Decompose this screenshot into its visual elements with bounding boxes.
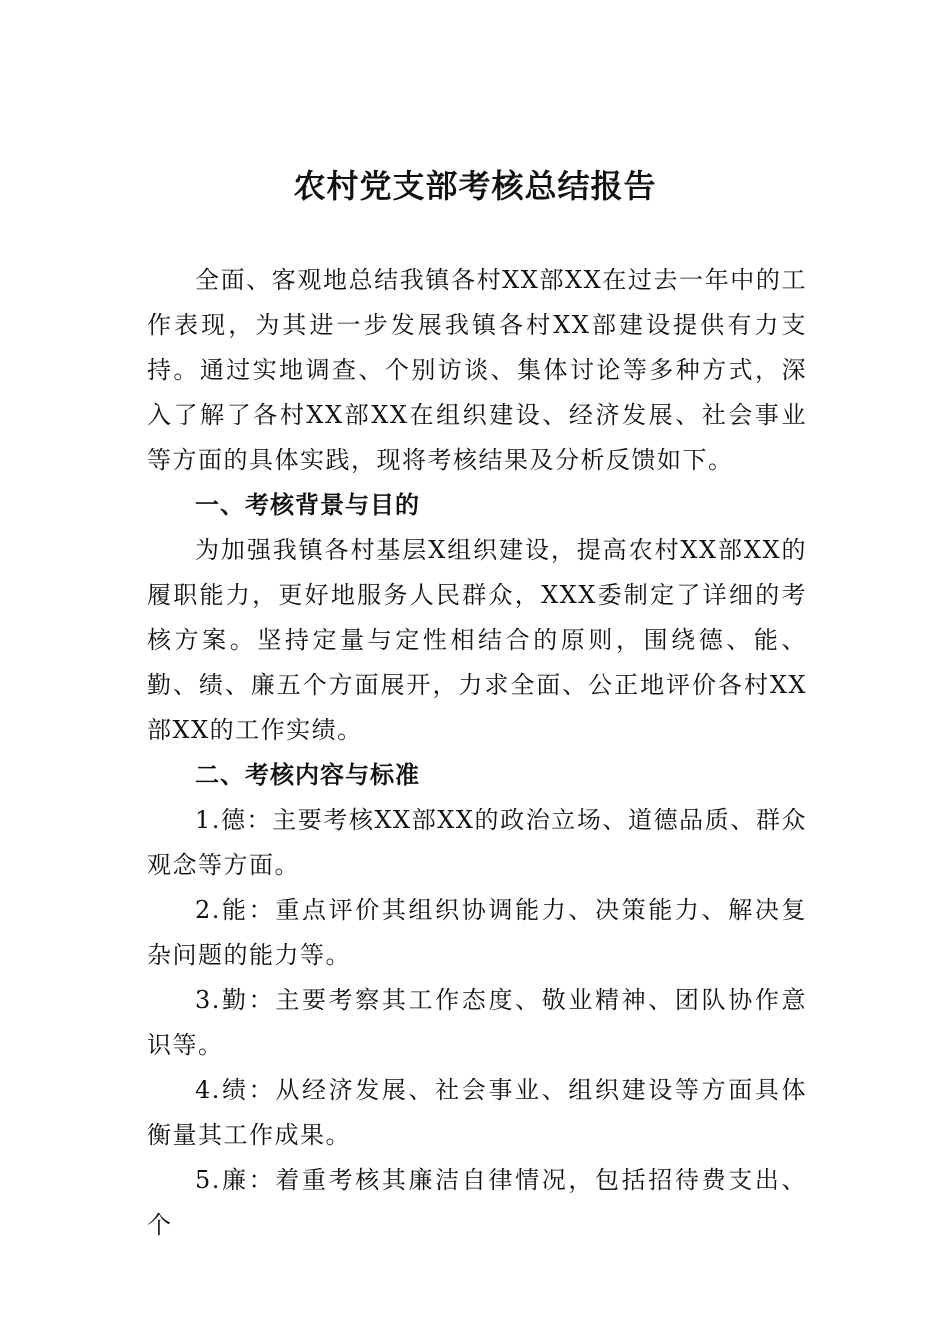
- document-title: 农村党支部考核总结报告: [293, 167, 657, 205]
- criterion-item-morality: 1.德：主要考核XX部XX的政治立场、道德品质、群众观念等方面。: [147, 806, 807, 879]
- section-heading-content: 二、考核内容与标准: [195, 761, 420, 789]
- criterion-item-ability: 2.能：重点评价其组织协调能力、决策能力、解决复杂问题的能力等。: [147, 896, 807, 969]
- intro-paragraph: 全面、客观地总结我镇各村XX部XX在过去一年中的工作表现，为其进一步发展我镇各村XX部建设提供有力支持。通过实地调查、个别访谈、集体讨论等多种方式，深入了解了各村XX部XX在组织建设、经济发展、社会事业等方面的具体实践，现将考核结果及分析反馈如下。: [147, 266, 807, 474]
- criterion-item-performance: 4.绩：从经济发展、社会事业、组织建设等方面具体衡量其工作成果。: [147, 1076, 807, 1149]
- section-heading-background: 一、考核背景与目的: [195, 491, 420, 519]
- criterion-item-diligence: 3.勤：主要考察其工作态度、敬业精神、团队协作意识等。: [147, 986, 807, 1059]
- criterion-item-integrity: 5.廉：着重考核其廉洁自律情况，包括招待费支出、个: [147, 1166, 807, 1239]
- background-paragraph: 为加强我镇各村基层X组织建设，提高农村XX部XX的履职能力，更好地服务人民群众，XXX委制定了详细的考核方案。坚持定量与定性相结合的原则，围绕德、能、勤、绩、廉五个方面展开，力求全面、公正地评价各村XX部XX的工作实绩。: [147, 536, 807, 744]
- document-body: [147, 258, 807, 1248]
